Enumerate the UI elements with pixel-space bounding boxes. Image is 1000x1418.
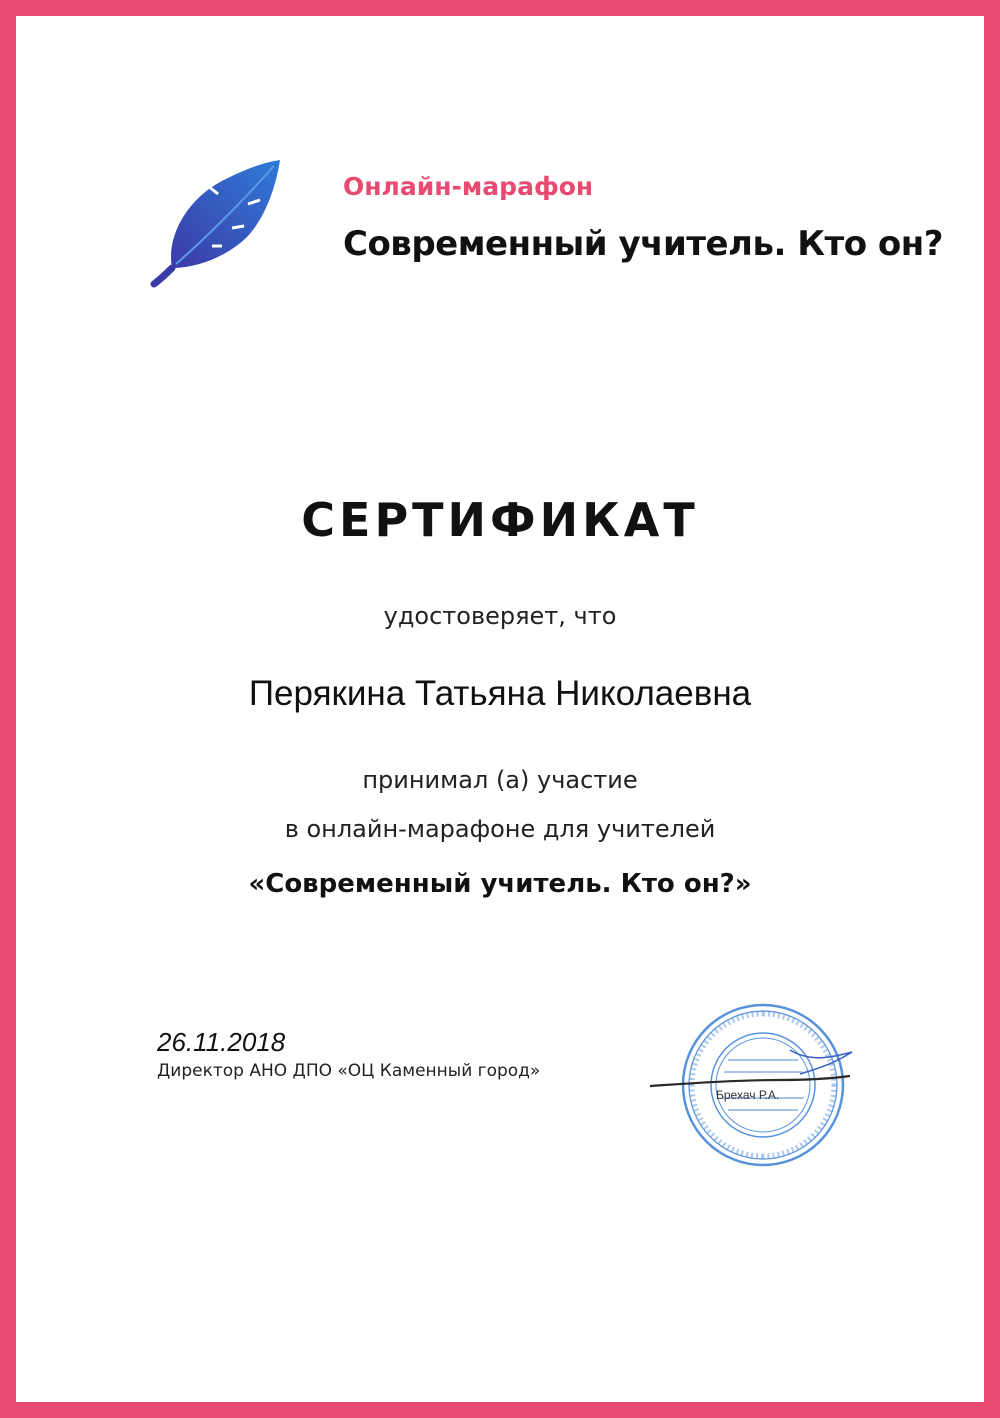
participation-text: принимал (а) участие bbox=[362, 766, 638, 794]
director-title: Директор АНО ДПО «ОЦ Каменный город» bbox=[157, 1061, 541, 1081]
marathon-intro-text: в онлайн-марафоне для учителей bbox=[284, 815, 716, 843]
recipient-name: Перякина Татьяна Николаевна bbox=[248, 674, 752, 713]
certifies-text: удостоверяет, что bbox=[383, 602, 617, 630]
issue-date: 26.11.2018 bbox=[157, 1027, 286, 1057]
feather-icon bbox=[148, 156, 288, 288]
marathon-title: Современный учитель. Кто он? bbox=[343, 224, 943, 264]
marathon-subtitle: Онлайн-марафон bbox=[343, 172, 594, 201]
marathon-name: «Современный учитель. Кто он?» bbox=[248, 869, 752, 899]
certificate-heading: СЕРТИФИКАТ bbox=[301, 493, 699, 547]
stamp-signer-name: Брехач Р.А. bbox=[716, 1088, 780, 1102]
